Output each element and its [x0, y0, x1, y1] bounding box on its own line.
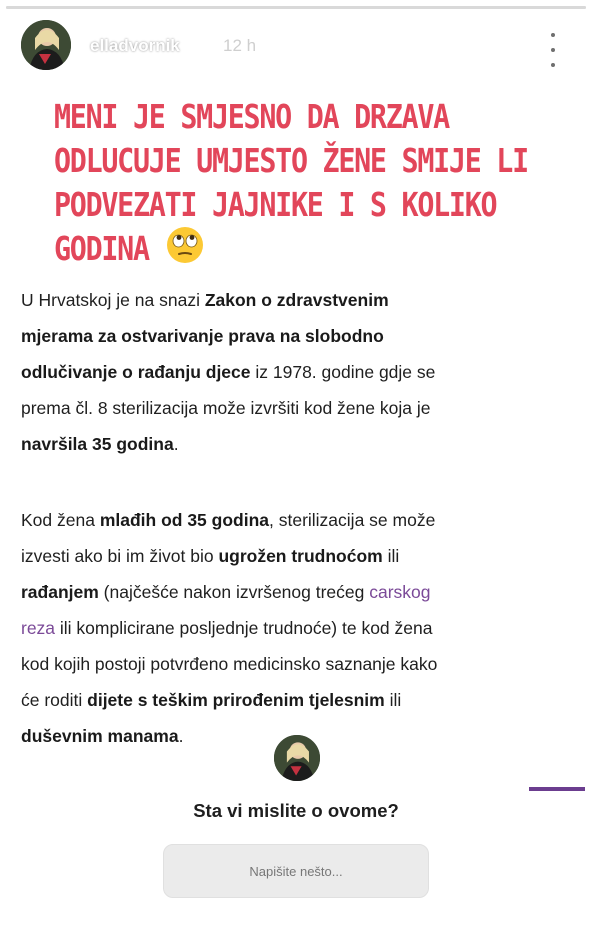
- headline-line: ODLUCUJE UMJESTO ŽENE SMIJE LI: [54, 141, 528, 180]
- headline-line: MENI JE SMJESNO DA DRZAVA: [54, 97, 449, 136]
- headline-line: GODINA: [54, 229, 149, 268]
- post-time: 12 h: [223, 36, 257, 55]
- avatar-photo-icon: [274, 735, 320, 781]
- link-reza[interactable]: reza: [21, 618, 56, 638]
- user-avatar[interactable]: [21, 20, 71, 70]
- face-with-rolling-eyes-icon: [166, 226, 204, 264]
- question-reply-input[interactable]: Napišite nešto...: [163, 844, 429, 898]
- question-sticker-title: Sta vi mislite o ovome?: [193, 800, 399, 821]
- story-progress-fill: [6, 6, 586, 9]
- paragraph-law: U Hrvatskoj je na snazi Zakon o zdravstvenim mjerama za ostvarivanje prava na slobodno odlučivanje o rađanju djece iz 1978. godine gdje se prema čl. 8 sterilizacija može izvršiti kod žene koja je navršila 35 godina.: [21, 290, 436, 454]
- paragraph-conditions: Kod žena mlađih od 35 godina, sterilizacija se može izvesti ako bi im život bio ugrožen trudnoćom ili rađanjem (najčešće nakon izvršenog trećeg carskog reza ili komplicirane posljednje trudnoće) te kod žena kod kojih postoji potvrđeno medicinsko saznanje kako će roditi dijete s teškim prirođenim tjelesnim ili duševnim manama.: [21, 510, 438, 746]
- username[interactable]: elladvornik: [90, 36, 180, 55]
- link-carskog[interactable]: carskog: [369, 582, 431, 602]
- headline: [54, 95, 528, 271]
- headline-line: PODVEZATI JAJNIKE I S KOLIKO: [54, 185, 497, 224]
- story-progress-bar: [6, 6, 586, 9]
- avatar-photo-icon: [21, 20, 71, 70]
- sticker-avatar: [273, 734, 321, 782]
- story-header: [0, 16, 592, 82]
- more-vertical-icon[interactable]: [543, 33, 563, 67]
- accent-bar: [529, 787, 585, 791]
